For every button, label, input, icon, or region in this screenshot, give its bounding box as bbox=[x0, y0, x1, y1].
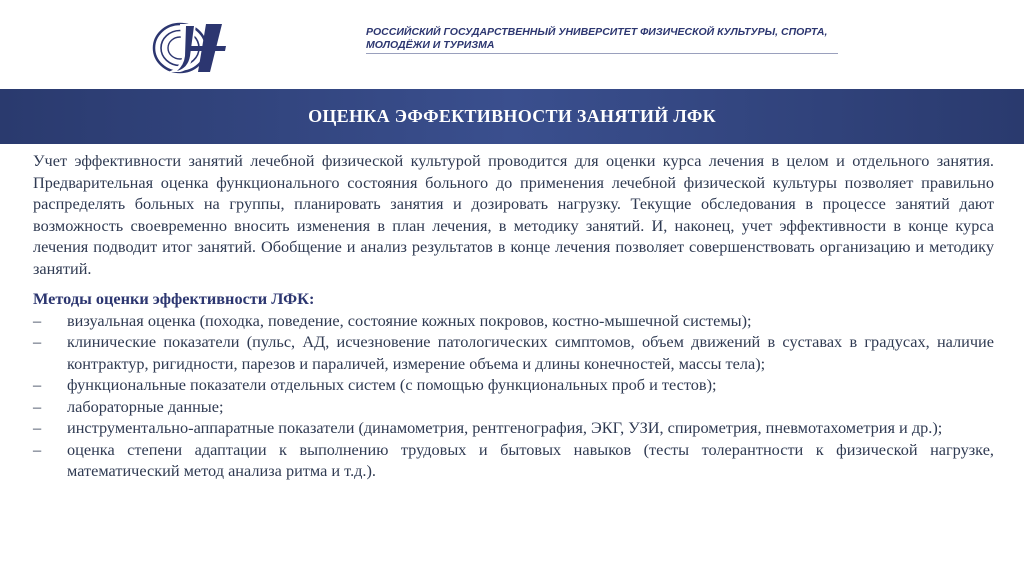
header-divider bbox=[366, 53, 838, 54]
bullet-dash: – bbox=[33, 418, 42, 437]
slide-title: ОЦЕНКА ЭФФЕКТИВНОСТИ ЗАНЯТИЙ ЛФК bbox=[308, 106, 716, 126]
list-item-text: оценка степени адаптации к выполнению трудовых и бытовых навыков (тесты толерантности к физической нагрузке, математический метод анализа ритма и т.д.). bbox=[67, 439, 994, 480]
methods-heading: Методы оценки эффективности ЛФК: bbox=[33, 289, 315, 308]
list-item bbox=[33, 439, 994, 482]
bullet-dash: – bbox=[33, 310, 42, 330]
list-item bbox=[33, 396, 994, 418]
list-item-text: клинические показатели (пульс, АД, исчезновение патологических симптомов, объем движений в суставах в градусах, наличие контрактур, ригидности, парезов и параличей, измерение объема и длины конечностей, массы тела); bbox=[67, 332, 994, 373]
title-banner bbox=[0, 89, 1024, 144]
bullet-dash: – bbox=[33, 396, 42, 416]
university-logo-icon bbox=[150, 18, 236, 78]
slide-content bbox=[33, 150, 994, 482]
list-item-text: визуальная оценка (походка, поведение, состояние кожных покровов, костно-мышечной системы); bbox=[67, 310, 752, 330]
bullet-dash: – bbox=[33, 375, 42, 394]
intro-paragraph: Учет эффективности занятий лечебной физической культурой проводится для оценки курса лечения в целом и отдельного занятия. Предварительная оценка функционального состояния больного до применения лечебной физической культуры позволяет правильно распределять больных на группы, планировать занятия и дозировать нагрузку. Текущие обследования в процессе занятий дают возможность своевременно вносить изменения в план лечения, в методику занятий. И, наконец, учет эффективности в конце курса лечения подводит итог занятий. Обобщение и анализ результатов в конце лечения позволяет совершенствовать организацию и методику занятий. bbox=[33, 151, 994, 278]
university-name: РОССИЙСКИЙ ГОСУДАРСТВЕННЫЙ УНИВЕРСИТЕТ ФИЗИЧЕСКОЙ КУЛЬТУРЫ, СПОРТА, МОЛОДЁЖИ И ТУРИЗМА bbox=[366, 26, 828, 51]
list-item bbox=[33, 331, 994, 374]
list-item-text: функциональные показатели отдельных систем (с помощью функциональных проб и тестов); bbox=[67, 375, 717, 394]
methods-list bbox=[33, 310, 994, 482]
list-item bbox=[33, 417, 994, 439]
list-item bbox=[33, 310, 994, 332]
list-item-text: лабораторные данные; bbox=[67, 396, 224, 416]
bullet-dash: – bbox=[33, 332, 42, 351]
list-item-text: инструментально-аппаратные показатели (динамометрия, рентгенография, ЭКГ, УЗИ, спирометрия, пневмотахометрия и др.); bbox=[67, 418, 943, 437]
list-item bbox=[33, 374, 994, 396]
bullet-dash: – bbox=[33, 439, 42, 459]
